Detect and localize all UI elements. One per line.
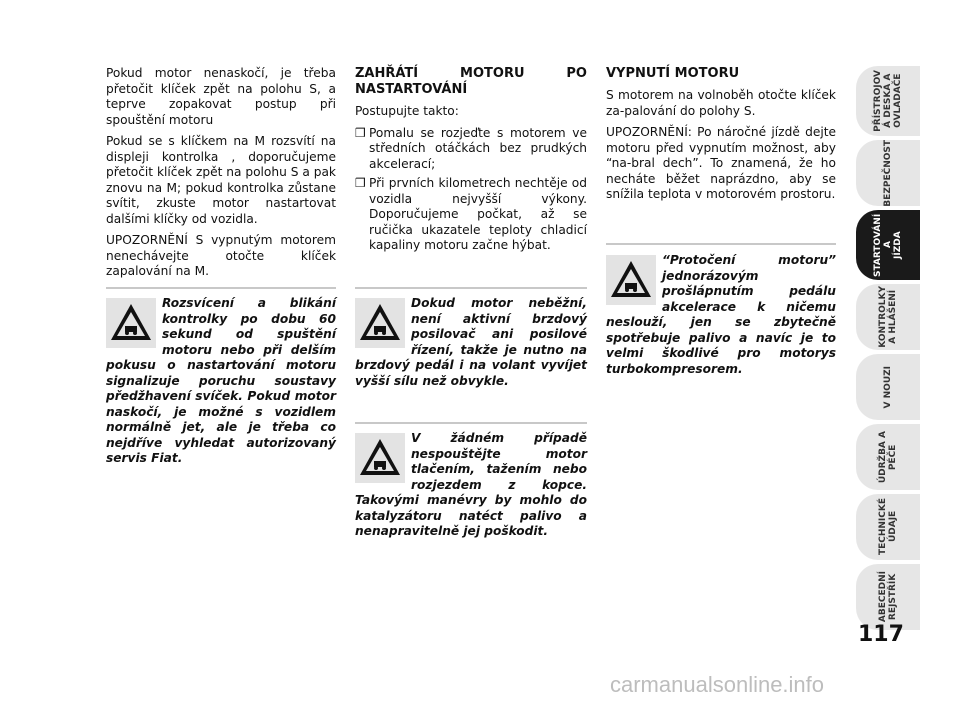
warning-box-push-start: V žádném případě nespouštějte motor tlačením, tažením nebo rozjezdem z kopce. Takovými manévry by mohlo do katalyzátoru natéct palivo a nenapravitelně jej poškodit.: [355, 431, 587, 538]
list-item: ❒ Při prvních kilometrech nechtěje od vozidla nejvyšší výkony. Doporučujeme počkat, až se ručička ukazatele teploty chladicí kapaliny motoru začne hýbat.: [355, 176, 587, 252]
divider: [355, 287, 587, 289]
divider: [606, 243, 836, 245]
paragraph-restart: Pokud motor nenaskočí, je třeba přetočit klíček zpět na polohu S, a teprve zopakovat postup při spouštění motoru: [106, 66, 336, 127]
tab-technical-data[interactable]: TECHNICKÉ ÚDAJE: [856, 494, 920, 560]
paragraph-cooldown: UPOZORNĚNÍ: Po náročné jízdě dejte motoru před vypnutím možnost, aby “na-bral dech”. To znamená, že ho necháte běžet naprázdno, aby se snížila teplota v motorovém prostoru.: [606, 125, 836, 201]
watermark: carmanualsonline.info: [610, 672, 825, 697]
warning-box-brakes: Dokud motor neběžní, není aktivní brzdový posilovač ani posilové řízení, takže je nutno na brzdový pedál i na volant vyvíjet vyšší sílu než obvykle.: [355, 296, 587, 388]
divider: [106, 287, 336, 289]
tab-safety[interactable]: BEZPEČNOST: [856, 140, 920, 206]
paragraph-warning-note: UPOZORNĚNÍ S vypnutým motorem nenechávejte otočte klíček zapalování na M.: [106, 233, 336, 278]
checkbox-bullet-icon: ❒: [355, 176, 366, 190]
heading-warm-up: ZAHŘÁTÍ MOTORU PO NASTARTOVÁNÍ: [355, 66, 587, 97]
warning-triangle-icon: [606, 255, 656, 305]
heading-engine-off: VYPNUTÍ MOTORU: [606, 66, 740, 81]
tab-emergency[interactable]: V NOUZI: [856, 354, 920, 420]
divider: [355, 422, 587, 424]
tab-warning-lights[interactable]: KONTROLKY A HLÁŠENÍ: [856, 284, 920, 350]
checkbox-bullet-icon: ❒: [355, 125, 366, 140]
paragraph-idle: S motorem na volnoběh otočte klíček za-palování do polohy S.: [606, 88, 836, 118]
list-item: ❒ Pomalu se rozjeďte s motorem ve středních otáčkách bez prudkých akcelerací;: [355, 125, 587, 171]
warning-box-glow-plugs: Rozsvícení a blikání kontrolky po dobu 60 sekund od spuštění motoru nebo při delším pokusu o nastartování motoru signalizuje poruchu soustavy předžhavení svíček. Pokud motor naskočí, je možné s vozidlem normálně jet, ale je třeba co nejdříve vyhledat autorizovaný servis Fiat.: [106, 296, 336, 465]
tab-index[interactable]: ABECEDNÍ REJSTŘÍK: [856, 564, 920, 630]
tab-starting-driving[interactable]: STARTOVÁNÍ A JÍZDA: [856, 210, 920, 280]
page-number: 117: [858, 622, 904, 647]
paragraph-glow-lamp: Pokud se s klíčkem na M rozsvítí na displeji kontrolka , doporučujeme přetočit klíček zpět na polohu S a pak znovu na M; pokud kontrolka zůstane svítit, zkuste motor nastartovat dalšími klíčky od vozidla.: [106, 134, 336, 226]
column-1: [106, 66, 336, 286]
warning-triangle-icon: [355, 433, 405, 483]
warning-box-throttle: “Protočení motoru” jednorázovým prošlápnutím pedálu akcelerace k ničemu neslouží, jen se zbytečně spotřebuje palivo a navíc je to velmi škodlivé pro motorys turbokompresorem.: [606, 253, 836, 376]
warning-triangle-icon: [106, 298, 156, 348]
tab-instruments[interactable]: PŘÍSTROJOV Á DESKA A OVLADAČE: [856, 66, 920, 136]
warning-triangle-icon: [355, 298, 405, 348]
paragraph-intro: Postupujte takto:: [355, 104, 459, 118]
column-3: [606, 66, 836, 209]
column-2: [355, 66, 587, 258]
tab-maintenance[interactable]: ÚDRŽBA A PÉČE: [856, 424, 920, 490]
